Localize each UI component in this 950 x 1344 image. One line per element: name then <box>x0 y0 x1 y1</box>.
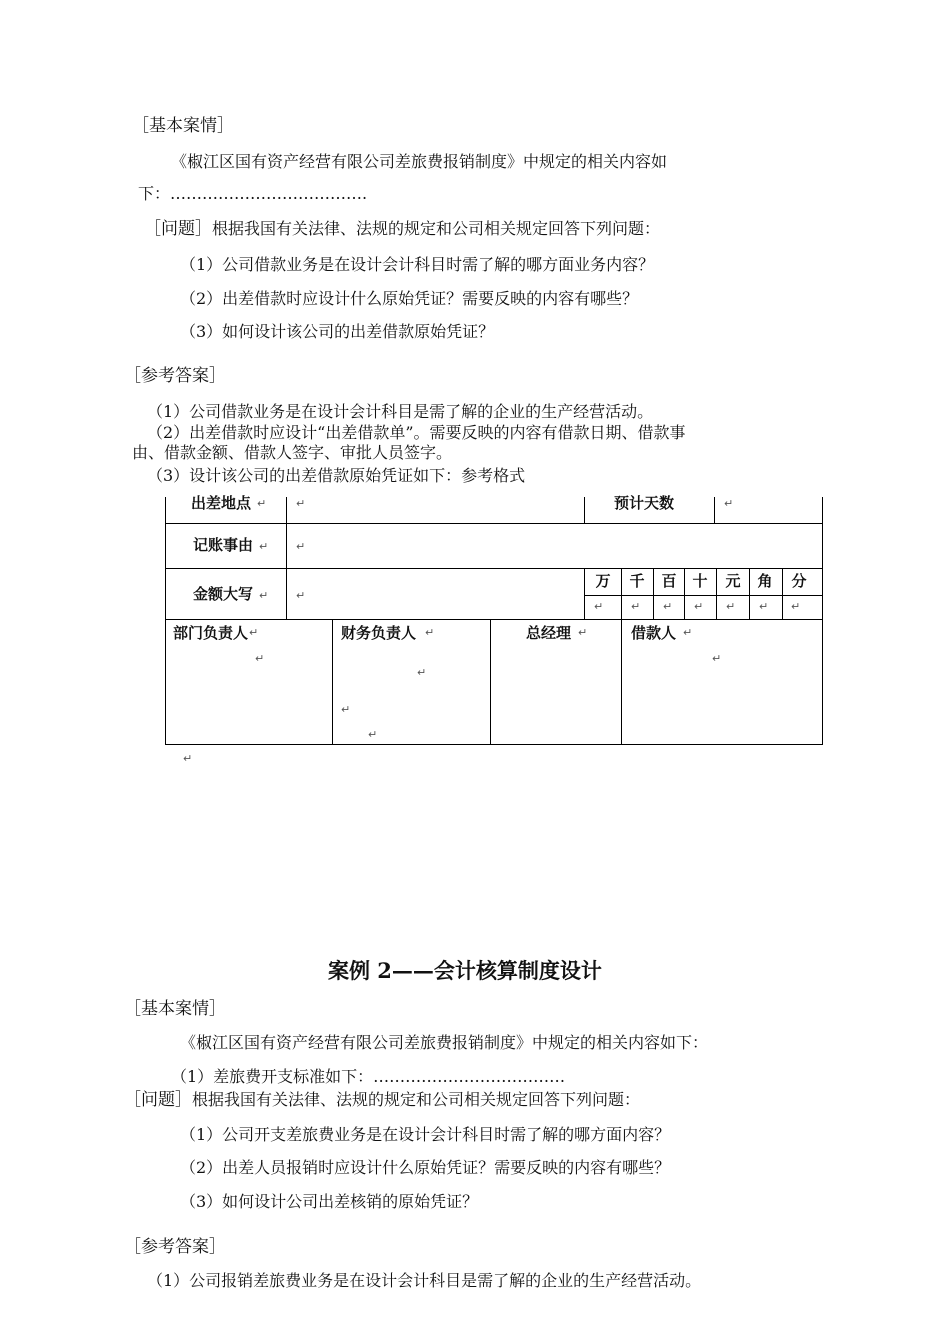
para-mark: ↵ <box>694 600 704 613</box>
label-general-manager: 总经理 <box>526 624 572 642</box>
case1-question-3: （3）如何设计该公司的出差借款原始凭证？ <box>180 322 495 341</box>
para-mark: ↵ <box>255 652 265 665</box>
case2-title: 案例 2——会计核算制度设计 <box>328 958 602 983</box>
para-mark: ↵ <box>791 600 801 613</box>
case1-answer-1: （1）公司借款业务是在设计会计科目是需了解的企业的生产经营活动。 <box>147 402 654 421</box>
para-mark: ↵ <box>259 540 269 553</box>
case2-basic-line2: （1）差旅费开支标准如下：……………………………… <box>171 1067 566 1086</box>
para-mark: ↵ <box>296 540 306 553</box>
case1-question-1: （1）公司借款业务是在设计会计科目时需了解的哪方面业务内容？ <box>180 255 655 274</box>
para-mark: ↵ <box>249 626 259 639</box>
case2-question-3: （3）如何设计公司出差核销的原始凭证？ <box>180 1192 479 1211</box>
para-mark: ↵ <box>296 497 306 510</box>
case1-answer-2: （2）出差借款时应设计“出差借款单”。需要反映的内容有借款日期、借款事 <box>147 423 686 442</box>
para-mark: ↵ <box>724 497 734 510</box>
unit-jiao: 角 <box>757 572 773 590</box>
label-estimated-days: 预计天数 <box>614 494 675 512</box>
case2-question-intro: 根据我国有关法律、法规的规定和公司相关规定回答下列问题： <box>192 1090 641 1109</box>
case1-question-2: （2）出差借款时应设计什么原始凭证？需要反映的内容有哪些？ <box>180 289 639 308</box>
para-mark: ↵ <box>259 589 269 602</box>
para-mark: ↵ <box>712 652 722 665</box>
case1-question-heading: ［问题］ <box>144 219 212 239</box>
case1-question-paragraph <box>144 219 660 239</box>
case2-answer-heading: ［参考答案］ <box>124 1237 226 1257</box>
case2-answer-1: （1）公司报销差旅费业务是在设计会计科目是需了解的企业的生产经营活动。 <box>147 1271 702 1290</box>
para-mark: ↵ <box>257 497 267 510</box>
unit-qian: 千 <box>629 572 645 590</box>
case1-answer-2-cont: 由、借款金额、借款人签字、审批人员签字。 <box>132 443 453 462</box>
unit-fen: 分 <box>791 572 807 590</box>
para-mark: ↵ <box>759 600 769 613</box>
para-mark: ↵ <box>425 626 435 639</box>
label-reason: 记账事由 <box>193 536 254 554</box>
case1-answer-3: （3）设计该公司的出差借款原始凭证如下：参考格式 <box>147 466 526 485</box>
label-borrower: 借款人 <box>631 624 677 642</box>
case1-basic-heading: ［基本案情］ <box>132 116 234 136</box>
para-mark: ↵ <box>726 600 736 613</box>
case2-question-2: （2）出差人员报销时应设计什么原始凭证？需要反映的内容有哪些？ <box>180 1158 671 1177</box>
label-dept-head: 部门负责人 <box>173 624 249 642</box>
para-mark: ↵ <box>663 600 673 613</box>
para-mark: ↵ <box>594 600 604 613</box>
para-mark: ↵ <box>368 728 378 741</box>
case2-basic-heading: ［基本案情］ <box>124 999 226 1019</box>
case1-basic-line2: 下：………………………………. <box>138 184 368 203</box>
case2-basic-line1: 《椒江区国有资产经营有限公司差旅费报销制度》中规定的相关内容如下： <box>180 1033 709 1052</box>
loan-form-table <box>165 494 823 765</box>
label-amount-words: 金额大写 <box>193 585 254 603</box>
case1-basic-line1: 《椒江区国有资产经营有限公司差旅费报销制度》中规定的相关内容如 <box>171 152 668 171</box>
case1-answer-heading: ［参考答案］ <box>124 366 226 386</box>
para-mark: ↵ <box>341 703 351 716</box>
para-mark: ↵ <box>183 752 193 765</box>
para-mark: ↵ <box>578 626 588 639</box>
case2-question-heading: ［问题］ <box>124 1090 192 1110</box>
para-mark: ↵ <box>296 589 306 602</box>
case2-question-paragraph <box>124 1090 640 1110</box>
unit-bai: 百 <box>661 572 677 590</box>
unit-shi: 十 <box>692 572 708 590</box>
unit-yuan: 元 <box>725 572 741 590</box>
para-mark: ↵ <box>417 666 427 679</box>
para-mark: ↵ <box>683 626 693 639</box>
label-finance-head: 财务负责人 <box>341 624 417 642</box>
case1-question-intro: 根据我国有关法律、法规的规定和公司相关规定回答下列问题： <box>212 219 661 238</box>
unit-wan: 万 <box>595 572 611 590</box>
para-mark: ↵ <box>631 600 641 613</box>
label-travel-place: 出差地点 <box>191 494 252 512</box>
case2-question-1: （1）公司开支差旅费业务是在设计会计科目时需了解的哪方面内容？ <box>180 1125 671 1144</box>
